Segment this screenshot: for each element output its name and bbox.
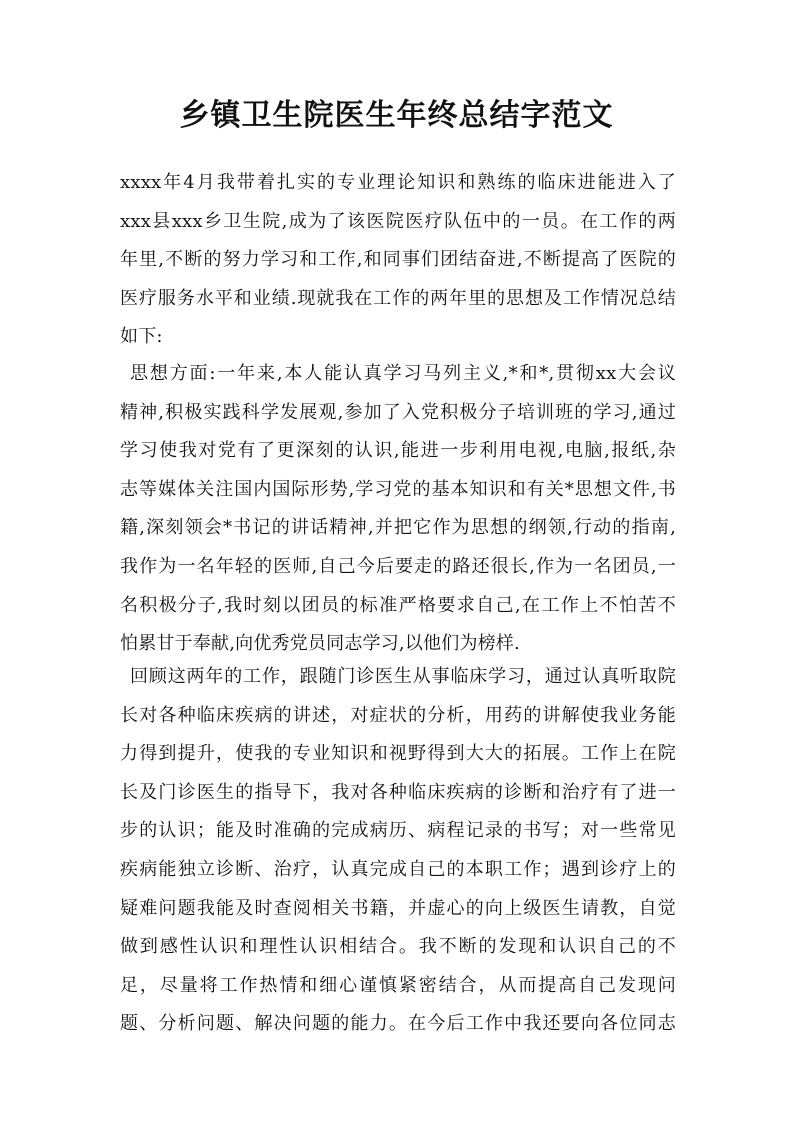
document-title: 乡镇卫生院医生年终总结字范文 <box>179 98 614 133</box>
paragraph-line: 籍,深刻领会*书记的讲话精神,并把它作为思想的纲领,行动的指南, <box>120 517 676 539</box>
paragraph-line: 学习使我对党有了更深刻的认识,能进一步利用电视,电脑,报纸,杂 <box>120 440 676 462</box>
paragraph-line: 我作为一名年轻的医师,自己今后要走的路还很长,作为一名团员,一 <box>120 555 676 577</box>
paragraph-review <box>120 658 676 1044</box>
paragraph-line: 做到感性认识和理性认识相结合。我不断的发现和认识自己的不 <box>120 936 676 958</box>
paragraph-line: 怕累甘于奉献,向优秀党员同志学习,以他们为榜样. <box>120 633 520 655</box>
paragraph-line: 医疗服务水平和业绩.现就我在工作的两年里的思想及工作情况总结 <box>120 287 676 309</box>
paragraph-line: 年里,不断的努力学习和工作,和同事们团结奋进,不断提高了医院的 <box>120 249 676 271</box>
paragraph-line: 思想方面:一年来,本人能认真学习马列主义,*和*,贯彻xx大会议 <box>130 363 676 384</box>
paragraph-line: 长及门诊医生的指导下，我对各种临床疾病的诊断和治疗有了进一 <box>120 781 676 803</box>
paragraph-line: 疾病能独立诊断、治疗，认真完成自己的本职工作；遇到诊疗上的 <box>120 858 676 880</box>
paragraph-thought <box>120 355 676 664</box>
paragraph-line: xxx县xxx乡卫生院,成为了该医院医疗队伍中的一员。在工作的两 <box>120 210 676 232</box>
paragraph-line: 名积极分子,我时刻以团员的标准严格要求自己,在工作上不怕苦不 <box>120 594 676 616</box>
paragraph-line: 疑难问题我能及时查阅相关书籍，并虚心的向上级医生请教，自觉 <box>120 897 676 919</box>
paragraph-line: 题、分析问题、解决问题的能力。在今后工作中我还要向各位同志 <box>120 1013 676 1035</box>
paragraph-intro <box>120 164 676 357</box>
paragraph-line: 志等媒体关注国内国际形势,学习党的基本知识和有关*思想文件,书 <box>120 478 676 500</box>
paragraph-line: 如下: <box>120 326 163 348</box>
paragraph-line: 力得到提升，使我的专业知识和视野得到大大的拓展。工作上在院 <box>120 743 676 765</box>
paragraph-line: 足，尽量将工作热情和细心谨慎紧密结合，从而提高自己发现问 <box>120 974 676 996</box>
paragraph-line: xxxx年4月我带着扎实的专业理论知识和熟练的临床进能进入了 <box>120 172 676 193</box>
paragraph-line: 回顾这两年的工作，跟随门诊医生从事临床学习，通过认真听取院 <box>130 666 676 687</box>
paragraph-line: 精神,积极实践科学发展观,参加了入党积极分子培训班的学习,通过 <box>120 401 676 423</box>
paragraph-line: 步的认识；能及时准确的完成病历、病程记录的书写；对一些常见 <box>120 820 676 842</box>
paragraph-line: 长对各种临床疾病的讲述，对症状的分析，用药的讲解使我业务能 <box>120 704 676 726</box>
